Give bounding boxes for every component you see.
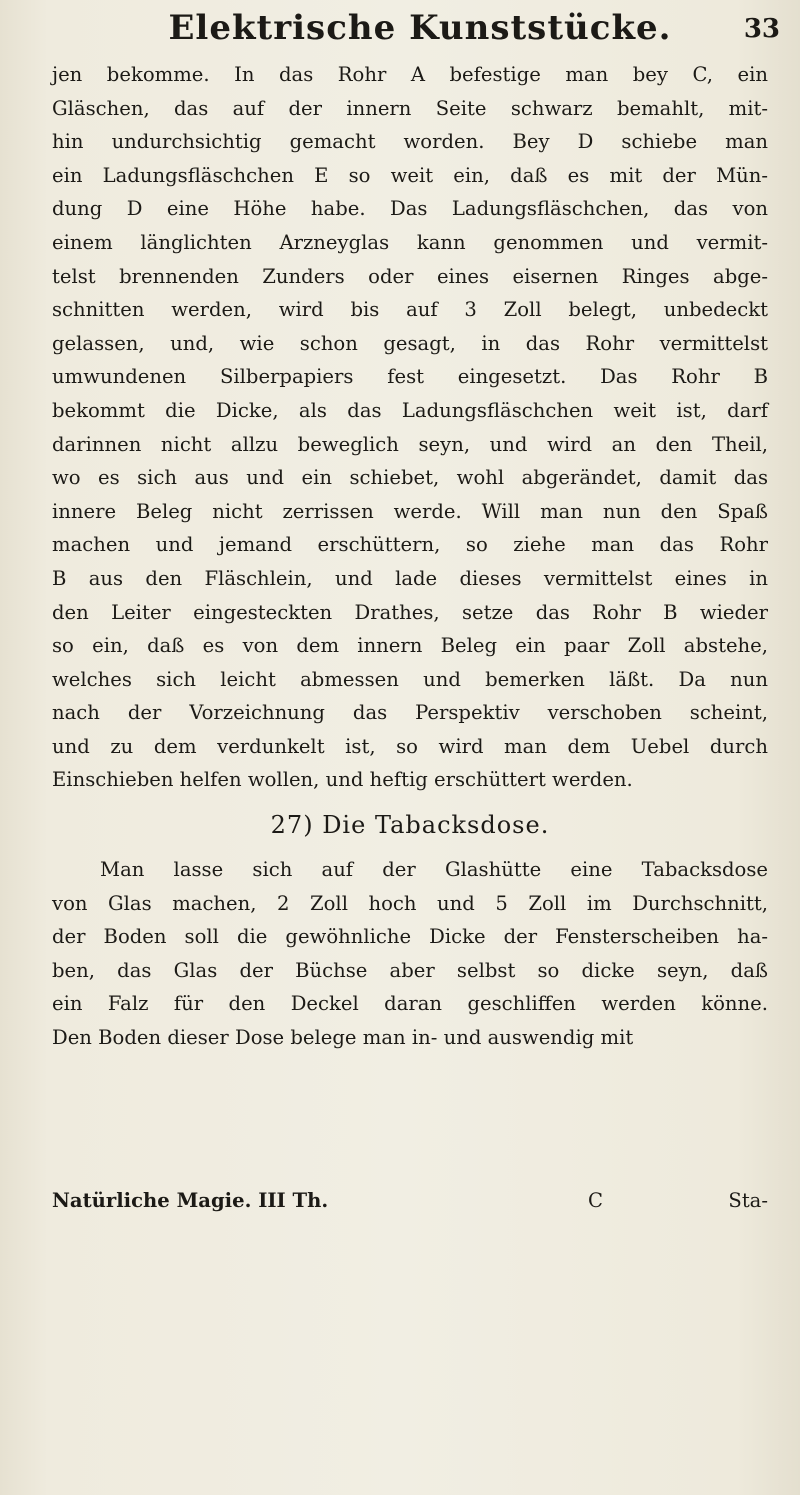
text-line: der Boden soll die gewöhnliche Dicke der Fensterscheiben ha- — [52, 925, 768, 949]
running-title: Elektrische Kunststücke. — [168, 8, 672, 48]
text-line: ein Falz für den Deckel daran geschliffen werden könne. — [52, 992, 768, 1016]
page-number: 33 — [743, 14, 780, 44]
text-line: einem länglichten Arzneyglas kann genommen und vermit- — [52, 230, 768, 254]
paragraph-continued — [52, 58, 768, 797]
text-line: ein Ladungsfläschchen E so weit ein, daß es mit der Mün- — [52, 163, 768, 187]
text-line: ben, das Glas der Büchse aber selbst so dicke seyn, daß — [52, 958, 768, 982]
signature-line: Natürliche Magie. III Th. — [52, 1189, 329, 1212]
text-line: Einschieben helfen wollen, und heftig erschüttert werden. — [52, 768, 633, 792]
text-line: gelassen, und, wie schon gesagt, in das Rohr vermittelst — [52, 331, 768, 355]
text-line: Den Boden dieser Dose belege man in- und auswendig mit — [52, 1026, 634, 1050]
body-text — [52, 58, 768, 1055]
text-line: B aus den Fläschlein, und lade dieses vermittelst eines in — [52, 566, 768, 590]
catchword: Sta- — [728, 1189, 768, 1212]
text-line: machen und jemand erschüttern, so ziehe man das Rohr — [52, 533, 768, 557]
paragraph-tabacksdose — [52, 853, 768, 1055]
text-line: telst brennenden Zunders oder eines eisernen Ringes abge- — [52, 264, 768, 288]
text-line: und zu dem verdunkelt ist, so wird man dem Uebel durch — [52, 734, 768, 758]
text-line: Gläschen, das auf der innern Seite schwarz bemahlt, mit- — [52, 96, 768, 120]
text-line: von Glas machen, 2 Zoll hoch und 5 Zoll im Durchschnitt, — [52, 891, 768, 915]
page-footer — [52, 1184, 768, 1218]
section-heading: 27) Die Tabacksdose. — [270, 811, 550, 840]
text-line: hin undurchsichtig gemacht worden. Bey D schiebe man — [52, 130, 768, 154]
text-line: den Leiter eingesteckten Drathes, setze das Rohr B wieder — [52, 600, 768, 624]
text-line: Man lasse sich auf der Glashütte eine Tabacksdose — [100, 858, 768, 882]
text-line: dung D eine Höhe habe. Das Ladungsfläschchen, das von — [52, 197, 768, 221]
text-line: umwundenen Silberpapiers fest eingesetzt. Das Rohr B — [52, 365, 768, 389]
signature-mark: C — [588, 1189, 603, 1212]
text-line: bekommt die Dicke, als das Ladungsfläschchen weit ist, darf — [52, 398, 768, 422]
text-line: innere Beleg nicht zerrissen werde. Will man nun den Spaß — [52, 499, 768, 523]
text-line: schnitten werden, wird bis auf 3 Zoll belegt, unbedeckt — [52, 298, 768, 322]
text-line: so ein, daß es von dem innern Beleg ein paar Zoll abstehe, — [52, 634, 768, 658]
text-line: darinnen nicht allzu beweglich seyn, und wird an den Theil, — [52, 432, 768, 456]
text-line: wo es sich aus und ein schiebet, wohl abgerändet, damit das — [52, 466, 768, 490]
text-line: nach der Vorzeichnung das Perspektiv verschoben scheint, — [52, 701, 768, 725]
text-line: welches sich leicht abmessen und bemerken läßt. Da nun — [52, 667, 768, 691]
text-line: jen bekomme. In das Rohr A befestige man bey C, ein — [52, 63, 768, 86]
page-header — [60, 8, 780, 58]
